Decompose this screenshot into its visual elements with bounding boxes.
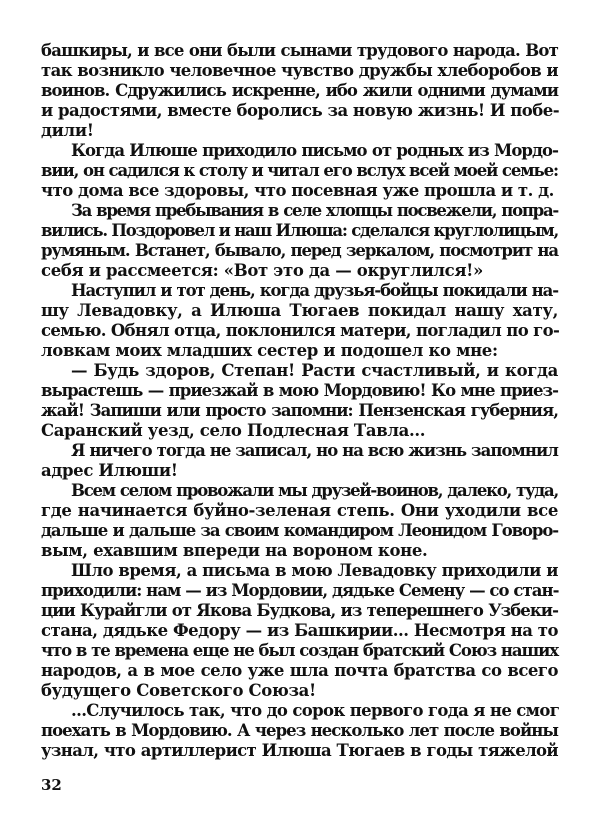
text-line: приходили: нам — из Мордовии, дядьке Семену — со стан-	[41, 581, 559, 600]
text-line: дальше и дальше за своим командиром Леонидом Говоро-	[41, 521, 558, 540]
text-line: себя и рассмеется: «Вот это да — округлился!»	[41, 261, 484, 280]
text-line: За время пребывания в селе хлопцы посвежели, попра-	[71, 201, 558, 220]
text-line: вии, он садился к столу и читал его вслух всей моей семье:	[41, 161, 558, 180]
text-line: что в те времена еще не был создан братский Союз наших	[41, 641, 558, 660]
text-line: Всем селом провожали мы друзей-воинов, далеко, туда,	[71, 481, 558, 500]
text-line: стана, дядьке Федору — из Башкирии... Несмотря на то	[41, 621, 558, 640]
text-line: и радостями, вместе боролись за новую жизнь! И побе-	[41, 101, 560, 120]
text-line: шу Левадовку, а Илюша Тюгаев покидал нашу хату,	[41, 301, 558, 320]
text-line: что дома все здоровы, что посевная уже прошла и т. д.	[41, 181, 554, 200]
text-line: Я ничего тогда не записал, но на всю жизнь запомнил	[71, 441, 558, 460]
text-line: вырастешь — приезжай в мою Мордовию! Ко мне приез-	[41, 381, 558, 400]
text-line: будущего Советского Союза!	[41, 681, 316, 700]
text-line: вым, ехавшим впереди на вороном коне.	[41, 541, 428, 560]
text-line: Наступил и тот день, когда друзья-бойцы покидали на-	[71, 281, 558, 300]
text-line: поехать в Мордовию. А через несколько лет после войны	[41, 721, 558, 740]
text-line: ловкам моих младших сестер и подошел ко мне:	[41, 341, 498, 360]
text-line: ...Случилось так, что до сорок первого года я не смог	[71, 701, 560, 720]
text-line: Когда Илюше приходило письмо от родных из Мордо-	[71, 141, 558, 160]
text-line: Шло время, а письма в мою Левадовку приходили и	[71, 561, 558, 580]
text-line: так возникло человечное чувство дружбы хлеборобов и	[41, 61, 558, 80]
text-line: румяным. Встанет, бывало, перед зеркалом, посмотрит на	[41, 241, 558, 260]
text-line: где начинается буйно-зеленая степь. Они уходили все	[41, 501, 558, 520]
text-line: ции Курайгли от Якова Будкова, из теперешнего Узбеки-	[41, 601, 558, 620]
text-line: дили!	[41, 121, 94, 140]
text-line: адрес Илюши!	[41, 461, 178, 480]
page-number: 32	[41, 776, 62, 794]
page-body	[41, 41, 558, 761]
text-line: Саранский уезд, село Подлесная Тавла...	[41, 421, 426, 440]
text-line: башкиры, и все они были сынами трудового народа. Вот	[41, 41, 558, 60]
text-line: народов, а в мое село уже шла почта братства со всего	[41, 661, 558, 680]
text-line: семью. Обнял отца, поклонился матери, погладил по го-	[41, 321, 560, 340]
text-line: воинов. Сдружились искренне, ибо жили одними думами	[41, 81, 558, 100]
text-line: жай! Запиши или просто запомни: Пензенская губерния,	[41, 401, 558, 420]
text-line: вились. Поздоровел и наш Илюша: сделался круглолицым,	[41, 221, 558, 240]
text-line: — Будь здоров, Степан! Расти счастливый, и когда	[71, 361, 558, 380]
text-line: узнал, что артиллерист Илюша Тюгаев в годы тяжелой	[41, 741, 558, 760]
